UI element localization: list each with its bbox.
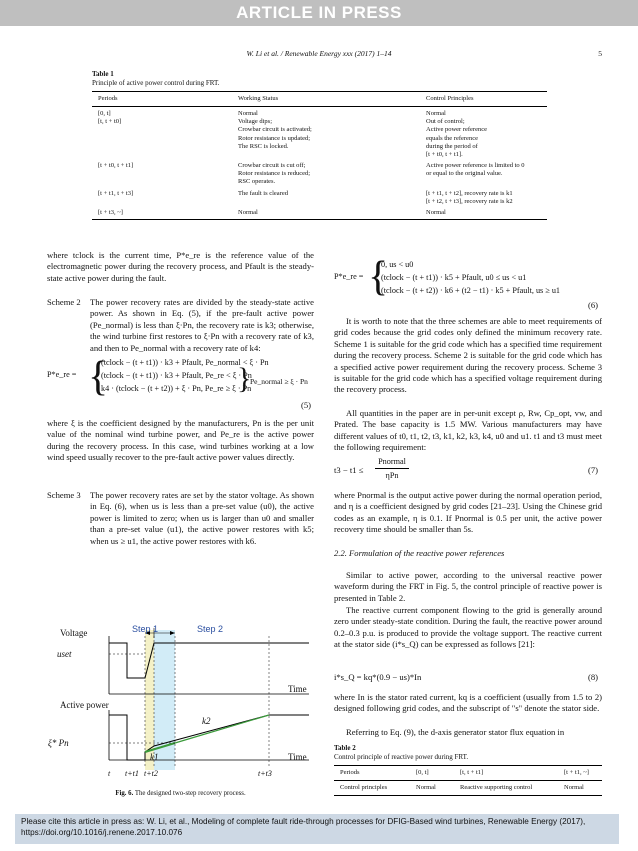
section-2-2-heading: 2.2. Formulation of the reactive power references bbox=[334, 548, 505, 558]
eq6-brace: { bbox=[368, 254, 389, 300]
table1-row2-principle: Active power reference is limited to 0 or equal to the original value. bbox=[426, 162, 525, 178]
table1-row4-principle: Normal bbox=[426, 209, 446, 216]
fig6-label-step2: Step 2 bbox=[197, 624, 224, 634]
fig6-label-voltage: Voltage bbox=[60, 628, 88, 638]
eq6-lhs: P*e_re = bbox=[334, 272, 364, 281]
table2-caption: Control principle of reactive power during FRT. bbox=[334, 753, 469, 761]
figure6-caption-label: Fig. 6. bbox=[115, 790, 134, 797]
citation-footer: Please cite this article in press as: W. Li, et al., Modeling of complete fault ride-through processes for DFIG-Based wind turbines, Renewable Energy (2017), https://doi.org/10.1016/j.renene.2017.10.076 bbox=[15, 814, 619, 844]
table1-caption: Principle of active power control during FRT. bbox=[92, 79, 220, 87]
table1-row2-period: [t + t0, t + t1] bbox=[98, 162, 134, 169]
table1-title: Table 1 bbox=[92, 70, 114, 78]
voltage-waveform bbox=[109, 643, 309, 678]
left-paragraph-2: where ξ is the coefficient designed by the manufacturers, Pn is the per unit value of the nominal wind turbine power, and Pe_re is the active power during the recovery process. In this case, wind turbines working at a low wind speed usually recover to the pre-fault active power values directly. bbox=[47, 418, 314, 463]
table2-header-0-t: [0, t] bbox=[416, 769, 429, 776]
fig6-label-k2: k2 bbox=[202, 716, 211, 726]
table1-row1-status: Normal Voltage dips; Crowbar circuit is activated; Rotor resistance is updated; The RSC is locked. bbox=[238, 110, 312, 150]
fig6-tick-tt3: t+t3 bbox=[258, 769, 272, 778]
right-paragraph-3: where Pnormal is the output active power during the normal operation period, and η is a coefficient designed by grid codes [21–23]. Using the Chinese grid codes as an example, η is 0.1. If Pnormal is 0.5 per unit, the active power recovery time should be smaller than 5s. bbox=[334, 490, 602, 535]
right-paragraph-7: Referring to Eq. (9), the d-axis generator stator flux equation in bbox=[346, 727, 565, 737]
left-paragraph-1: where tclock is the current time, P*e_re is the reference value of the electromagnetic power during the recovery process, and Pfault is the steady-state active power during the fault. bbox=[47, 250, 314, 283]
eq5-inner-brace: } bbox=[237, 362, 252, 395]
eq6-line3: (tclock − (t + t2)) · k6 + (t2 − t1) · k5 + Pfault, us ≥ u1 bbox=[381, 286, 561, 295]
fig6-label-xipn: ξ* Pn bbox=[48, 738, 69, 748]
eq5-lhs: P*e_re = bbox=[47, 370, 77, 379]
fig6-tick-tt1: t+t1 bbox=[125, 769, 139, 778]
table2-row-normal-2: Normal bbox=[564, 784, 584, 791]
right-paragraph-1: It is worth to note that the three schemes are able to meet requirements of grid codes because the grid codes only defined the minimum recovery rate. Scheme 1 is suitable for the grid code which has a specified time requirement during the recovery process. Scheme 2 is suitable for the grid code which has a specified active power requirement during the recovery process. Scheme 3 is suitable for the grid code which has a specified voltage requirement during the recovery process. bbox=[334, 316, 602, 395]
table1-header-periods: Periods bbox=[98, 95, 118, 102]
table1-row3-period: [t + t1, t + t3] bbox=[98, 190, 134, 197]
fig6-label-step1: Step 1 bbox=[132, 624, 159, 634]
eq5-number: (5) bbox=[301, 400, 312, 410]
fig6-tick-tt2: t+t2 bbox=[144, 769, 158, 778]
scheme3-text: The power recovery rates are set by the stator voltage. As shown in Eq. (6), when us is less than a pre-set value (u0), the active power is limited to zero; when us is larger than u0 and smaller than a pre-set value (u1), the active power restores with k5; when us ≥ u1, the active power restores with k6. bbox=[90, 490, 314, 546]
eq6-line2: (tclock − (t + t1)) · k5 + Pfault, u0 ≤ us < u1 bbox=[381, 273, 527, 282]
table1-row3-principle: [t + t1, t + t2], recovery rate is k1 [t + t2, t + t3], recovery rate is k2 bbox=[426, 190, 513, 206]
right-paragraph-5: The reactive current component flowing to the grid is generally around zero under steady-state condition. During the fault, the reactive power around 0.2–0.3 p.u. is produced to provide the voltage support. The reactive current at the stator side (i*s_Q) can be expressed as follows [21]: bbox=[334, 605, 602, 650]
article-in-press-banner bbox=[0, 0, 638, 26]
scheme2-text: The power recovery rates are divided by the steady-state active power. As shown in Eq. (5), if the pre-fault active power (Pe_normal) is less than ξ·Pn, the recovery rate is k3; otherwise, the wind turbine first restores to ξ·Pn with a recovery rate of k3, and then to Pe_normal with a recovery rate of k4: bbox=[90, 297, 314, 353]
table1-header-status: Working Status bbox=[238, 95, 279, 102]
eq5-brace: { bbox=[88, 354, 109, 400]
table2-row-reactive: Reactive supporting control bbox=[460, 784, 533, 791]
right-paragraph-2: All quantities in the paper are in per-unit except ρ, Rw, Cp_opt, vw, and Prated. The base capacity is 1.5 MW. Various manufacturers may have different values of t0, t1, t2, t3, k1, k2, k3, k4, u0 and u1. t1 and t3 must meet the following requirement: bbox=[334, 408, 602, 453]
right-paragraph-6: where In is the stator rated current, kq is a coefficient (usually from 1.5 to 2) designed following grid codes, and the subscript of "s" denote the stator side. bbox=[334, 692, 602, 714]
table1-row1-principle: Normal Out of control; Active power reference equals the reference during the period of [t + t0, t + t1]. bbox=[426, 110, 487, 159]
table2-header-t1-end: [t + t1, ~] bbox=[564, 769, 589, 776]
k2-slope bbox=[175, 715, 269, 743]
eq7-numerator: Pnormal bbox=[378, 457, 406, 466]
table1-row1-period: [0, t] [t, t + t0] bbox=[98, 110, 122, 126]
figure6-caption bbox=[47, 790, 314, 797]
table1-header-principles: Control Principles bbox=[426, 95, 474, 102]
eq6-line1: 0, us < u0 bbox=[381, 260, 414, 269]
eq8-number: (8) bbox=[588, 672, 599, 682]
table1-row2-status: Crowbar circuit is cut off; Rotor resistance is reduced; RSC operates. bbox=[238, 162, 311, 186]
table2-row-label: Control principles bbox=[340, 784, 388, 791]
page-number: 5 bbox=[598, 49, 602, 58]
banner-text: ARTICLE IN PRESS bbox=[236, 3, 402, 22]
eq5-line3: k4 · (tclock − (t + t2)) + ξ · Pn, Pe_re ≥ ξ · Pn bbox=[101, 384, 252, 393]
fig6-label-time1: Time bbox=[288, 684, 307, 694]
eq7-denominator: ηPn bbox=[385, 471, 399, 480]
table1-row3-status: The fault is cleared bbox=[238, 190, 288, 197]
fig6-label-time2: Time bbox=[288, 752, 307, 762]
figure6-caption-text: The designed two-step recovery process. bbox=[134, 790, 246, 797]
right-paragraph-4: Similar to active power, according to the universal reactive power waveform during the FRT in Fig. 5, the control principle of reactive power is presented in Table 2. bbox=[334, 570, 602, 603]
fig6-label-k1: k1 bbox=[150, 752, 159, 762]
table2-row-normal-1: Normal bbox=[416, 784, 436, 791]
table2-header-t-t1: [t, t + t1] bbox=[460, 769, 484, 776]
scheme3-label: Scheme 3 bbox=[47, 490, 81, 500]
table1-row4-status: Normal bbox=[238, 209, 258, 216]
table2-header-periods: Periods bbox=[340, 769, 360, 776]
eq5-side-condition: Pe_normal ≥ ξ · Pn bbox=[250, 377, 308, 386]
table1-row4-period: [t + t3, ~] bbox=[98, 209, 123, 216]
running-head: W. Li et al. / Renewable Energy xxx (2017) 1–14 bbox=[246, 49, 392, 58]
eq5-line2: (tclock − (t + t1)) · k3 + Pfault, Pe_re < ξ · Pn bbox=[101, 371, 252, 380]
eq7-lhs: t3 − t1 ≤ bbox=[334, 465, 364, 475]
fig6-label-active-power: Active power bbox=[60, 700, 109, 710]
eq8: i*s_Q = kq*(0.9 − us)*In bbox=[334, 672, 422, 682]
eq5-line1: (tclock − (t + t1)) · k3 + Pfault, Pe_normal < ξ · Pn bbox=[101, 358, 269, 367]
eq7-number: (7) bbox=[588, 465, 599, 475]
fig6-tick-t: t bbox=[108, 769, 111, 778]
eq6-number: (6) bbox=[588, 300, 599, 310]
fig6-label-uset: uset bbox=[57, 649, 72, 659]
table2-title: Table 2 bbox=[334, 744, 356, 752]
scheme2-label: Scheme 2 bbox=[47, 297, 81, 307]
